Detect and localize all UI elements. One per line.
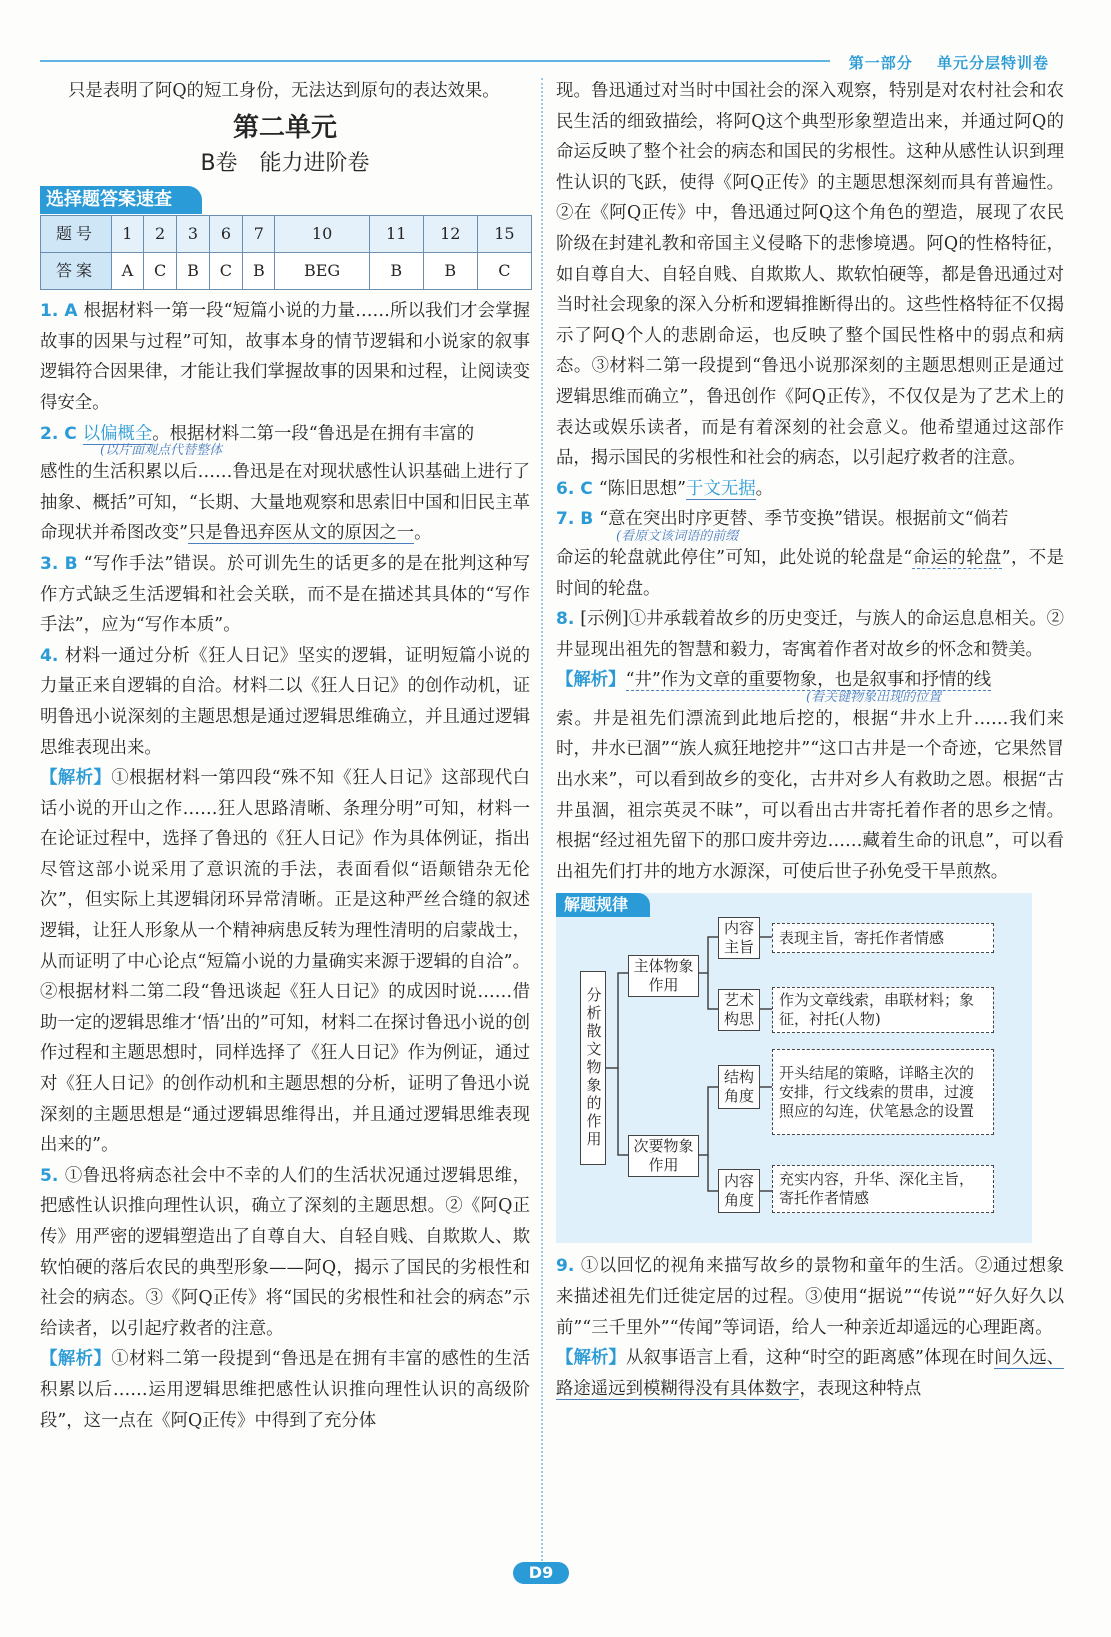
answer-7-text-b: 命运的轮盘就此停住”可知，此处说的轮盘是“ xyxy=(556,547,913,568)
question-number: 11 xyxy=(369,216,423,253)
page-header xyxy=(831,52,1049,73)
answer-6-mark: 于文无据 xyxy=(686,478,756,499)
answer-5-analysis xyxy=(40,1344,530,1436)
answer-7-handwritten-note: (看原文该词语的前缀 xyxy=(616,528,739,544)
quick-answer-title: 选择题答案速查 xyxy=(40,186,202,214)
answer-2-mark: 以偏概全 xyxy=(82,423,153,444)
left-column xyxy=(40,76,530,1436)
answer-cell: C xyxy=(209,253,243,290)
row-label-number: 题号 xyxy=(41,216,112,253)
answer-7-cont xyxy=(556,543,1064,604)
answer-4-text: 材料一通过分析《狂人日记》坚实的逻辑，证明短篇小说的力量正来自逻辑的自洽。材料二以《狂人日记》的创作动机，证明鲁迅小说深刻的主题思想是通过逻辑思维确立，并且通过逻辑思维表现出来。 xyxy=(40,645,530,758)
answer-7-mark: 命运的轮盘 xyxy=(912,547,1002,568)
question-number: 10 xyxy=(275,216,369,253)
question-number: 2 xyxy=(143,216,177,253)
question-number: 12 xyxy=(423,216,477,253)
answer-4 xyxy=(40,641,530,763)
answer-2-number: 2. C xyxy=(40,423,77,444)
answer-cell: B xyxy=(423,253,477,290)
mind-map-node-content-angle: 内容角度 xyxy=(718,1169,760,1213)
answer-8 xyxy=(556,604,1064,665)
analysis-tag: 【解析】 xyxy=(556,1348,627,1369)
mind-map-node-structure: 结构角度 xyxy=(718,1065,760,1109)
question-number: 3 xyxy=(177,216,209,253)
question-number: 6 xyxy=(209,216,243,253)
mind-map-desc-art: 作为文章线索，串联材料；象征，衬托(人物) xyxy=(772,987,994,1033)
mind-map-root: 分析散文物象的作用 xyxy=(580,971,606,1165)
answer-9-analysis xyxy=(556,1343,1064,1404)
answer-9-analysis-underlined: 间久远、路途遥远到模糊得没有具体数字 xyxy=(556,1348,1064,1399)
answer-cell: B xyxy=(177,253,209,290)
answer-5-analysis-text: ①材料二第一段提到“鲁迅是在拥有丰富的感性的生活积累以后……运用逻辑思维把感性认识推向理性认识的高级阶段”，这一点在《阿Q正传》中得到了充分体 xyxy=(40,1349,530,1431)
answer-9-analysis-a: 从叙事语言上看，这种“时空的距离感”体现在时 xyxy=(626,1348,995,1369)
answer-3 xyxy=(40,549,530,641)
answer-2-text-b: 感性的生活积累以后……鲁迅是在对现状感性认识基础上进行了抽象、概括”可知，“长期、大量地观察和思索旧中国和旧民主革命现状并希图改变” xyxy=(40,462,530,544)
mind-map-title: 解题规律 xyxy=(556,893,650,917)
mind-map-main: 主体物象作用 xyxy=(628,955,699,997)
answer-1-text: 根据材料一第一段“短篇小说的力量……所以我们才会掌握故事的因果与过程”可知，故事本身的情节逻辑和小说家的叙事逻辑符合因果律，才能让我们掌握故事的因果和过程，让阅读变得安全。 xyxy=(40,301,530,413)
intro-line: 只是表明了阿Q的短工身份，无法达到原句的表达效果。 xyxy=(68,81,500,101)
mind-map xyxy=(556,893,1032,1243)
mind-map-desc-content: 表现主旨，寄托作者情感 xyxy=(772,923,994,953)
answer-1 xyxy=(40,296,530,418)
unit-subtitle: B卷 能力进阶卷 xyxy=(200,150,370,176)
question-number: 15 xyxy=(477,216,531,253)
answer-3-text: “写作手法”错误。於可训先生的话更多的是在批判这种写作方式缺乏生活逻辑和社会关联，而不是在描述其具体的“写作手法”，应为“写作本质”。 xyxy=(40,553,530,636)
answer-9-analysis-c: ，表现这种特点 xyxy=(799,1378,922,1399)
unit-title: 第二单元 xyxy=(232,112,337,143)
answer-9-text: ①以回忆的视角来描写故乡的景物和童年的生活。②通过想象来描述祖先们迁徙定居的过程。③使用“据说”“传说”“好久好久以前”“三千里外”“传闻”等词语，给人一种亲近却遥远的心理距离。 xyxy=(556,1256,1064,1338)
answer-9 xyxy=(556,1251,1064,1343)
right-column xyxy=(556,76,1064,1404)
answer-7-text-a: “意在突出时序更替、季节变换”错误。根据前文“倘若 xyxy=(599,509,1009,530)
answer-2-text-d: 。 xyxy=(414,523,432,544)
answer-8-text: [示例]①井承载着故乡的历史变迁，与族人的命运息息相关。②井显现出祖先的智慧和毅力，寄寓着作者对故乡的怀念和赞美。 xyxy=(556,609,1064,660)
answer-cell: C xyxy=(477,253,531,290)
answer-table-row-numbers xyxy=(41,216,532,253)
answer-9-number: 9. xyxy=(556,1256,575,1277)
answer-8-handwritten-note: (看关键物象出现的位置 xyxy=(806,689,942,705)
analysis-tag: 【解析】 xyxy=(556,670,626,691)
mind-map-node-content: 内容主旨 xyxy=(718,917,760,959)
answer-cell: B xyxy=(243,253,275,290)
answer-cell: B xyxy=(369,253,423,290)
mind-map-desc-content-angle: 充实内容，升华、深化主旨，寄托作者情感 xyxy=(772,1165,994,1213)
answer-6-end: 。 xyxy=(755,478,774,499)
mind-map-secondary: 次要物象作用 xyxy=(628,1135,699,1177)
mind-map-node-art: 艺术构思 xyxy=(718,989,760,1031)
answer-cell: A xyxy=(112,253,144,290)
answer-2-text-a: 。根据材料二第一段“鲁迅是在拥有丰富的 xyxy=(152,423,475,444)
answer-5-number: 5. xyxy=(40,1165,59,1186)
answer-7-text-c: ”，不是时间的轮盘。 xyxy=(556,547,1064,599)
answer-2-cont xyxy=(40,457,530,549)
answer-cell: BEG xyxy=(275,253,369,290)
answer-3-number: 3. B xyxy=(40,553,78,574)
answer-2-underlined: 只是鲁迅弃医从文的原因之一 xyxy=(188,523,415,544)
header-part: 第一部分 xyxy=(848,54,913,72)
answer-cell: C xyxy=(143,253,177,290)
answer-5 xyxy=(40,1161,530,1345)
column-separator xyxy=(541,78,543,1573)
answer-4-number: 4. xyxy=(40,645,59,666)
question-number: 7 xyxy=(243,216,275,253)
answer-5-analysis-cont: 现。鲁迅通过对当时中国社会的深入观察，特别是对农村社会和农民生活的细致描绘，将阿Q这个典型形象塑造出来，并通过阿Q的命运反映了整个社会的病态和国民的劣根性。这种从感性认识到理性认识的飞跃，使得《阿Q正传》的主题思想深刻而具有普遍性。②在《阿Q正传》中，鲁迅通过阿Q这个角色的塑造，展现了农民阶级在封建礼教和帝国主义侵略下的悲惨境遇。阿Q的性格特征，如自尊自大、自轻自贱、自欺欺人、欺软怕硬等，都是鲁迅通过对当时社会现象的深入分析和逻辑推断得出的。这些性格特征不仅揭示了阿Q个人的悲剧命运，也反映了整个国民性格中的弱点和病态。③材料二第一段提到“鲁迅小说那深刻的主题思想则正是通过逻辑思维而确立”，鲁迅创作《阿Q正传》，不仅仅是为了艺术上的表达或娱乐读者，而是有着深刻的社会意义。他希望通过这部作品，揭示国民的劣根性和社会的病态，以引起疗救者的注意。 xyxy=(556,81,1064,469)
answer-6 xyxy=(556,474,1064,505)
header-rule xyxy=(40,60,830,62)
answer-table xyxy=(40,215,532,290)
answer-4-analysis xyxy=(40,763,530,1161)
answer-6-text: “陈旧思想” xyxy=(598,478,687,499)
row-label-answer: 答案 xyxy=(41,253,112,290)
answer-table-row-answers xyxy=(41,253,532,290)
answer-6-number: 6. C xyxy=(556,478,593,499)
question-number: 1 xyxy=(112,216,144,253)
answer-2-handwritten-note: (以片面观点代替整体 xyxy=(100,443,223,459)
mind-map-desc-structure: 开头结尾的策略，详略主次的安排，行文线索的贯串，过渡照应的勾连，伏笔悬念的设置 xyxy=(772,1049,994,1135)
answer-5-text: ①鲁迅将病态社会中不幸的人们的生活状况通过逻辑思维，把感性认识推向理性认识，确立了深刻的主题思想。②《阿Q正传》用严密的逻辑塑造出了自尊自大、自轻自贱、自欺欺人、欺软怕硬的落后农民的典型形象——阿Q，揭示了国民的劣根性和社会的病态。③《阿Q正传》将“国民的劣根性和社会的病态”示给读者，以引起疗救者的注意。 xyxy=(40,1165,530,1339)
answer-8-analysis-b: 索。井是祖先们漂流到此地后挖的，根据“井水上升……我们来时，井水已涸”“族人疯狂地挖井”“这口古井是一个奇迹，它果然冒出水来”，可以看到故乡的变化，古井对乡人有救助之恩。根据“古井虽涸，祖宗英灵不昧”，可以看出古井寄托着作者的思乡之情。根据“经过祖先留下的那口废井旁边……藏着生命的讯息”，可以看出祖先们打井的地方水源深，可使后世子孙免受干旱煎熬。 xyxy=(556,708,1064,882)
analysis-tag: 【解析】 xyxy=(40,768,112,789)
answer-7-number: 7. B xyxy=(556,509,594,530)
analysis-tag: 【解析】 xyxy=(40,1349,112,1370)
header-section: 单元分层特训卷 xyxy=(936,54,1049,72)
page-number: D9 xyxy=(513,1562,569,1584)
answer-8-number: 8. xyxy=(556,609,575,630)
answer-8-analysis-a: “井”作为文章的重要物象，也是叙事和抒情的线 xyxy=(625,670,992,691)
answer-4-analysis-text: ①根据材料一第四段“殊不知《狂人日记》这部现代白话小说的开山之作……狂人思路清晰、条理分明”可知，材料一在论证过程中，选择了鲁迅的《狂人日记》作为具体例证，指出尽管这部小说采用了意识流的手法，表面看似“语颠错杂无伦次”，但实际上其逻辑闭环异常清晰。正是这种严丝合缝的叙述逻辑，让狂人形象从一个精神病患反转为理性清明的启蒙战士，从而证明了中心论点“短篇小说的力量确实来源于逻辑的自洽”。②根据材料二第二段“鲁迅谈起《狂人日记》的成因时说……借助一定的逻辑思维才‘悟’出的”可知，材料二在探讨鲁迅小说的创作过程和主题思想时，同样选择了《狂人日记》作为例证，通过对《狂人日记》的创作动机和主题思想的分析，证明了鲁迅小说深刻的主题思想是“通过逻辑思维得出，并且通过逻辑思维表现出来的”。 xyxy=(40,768,530,1156)
answer-1-number: 1. A xyxy=(40,301,78,322)
